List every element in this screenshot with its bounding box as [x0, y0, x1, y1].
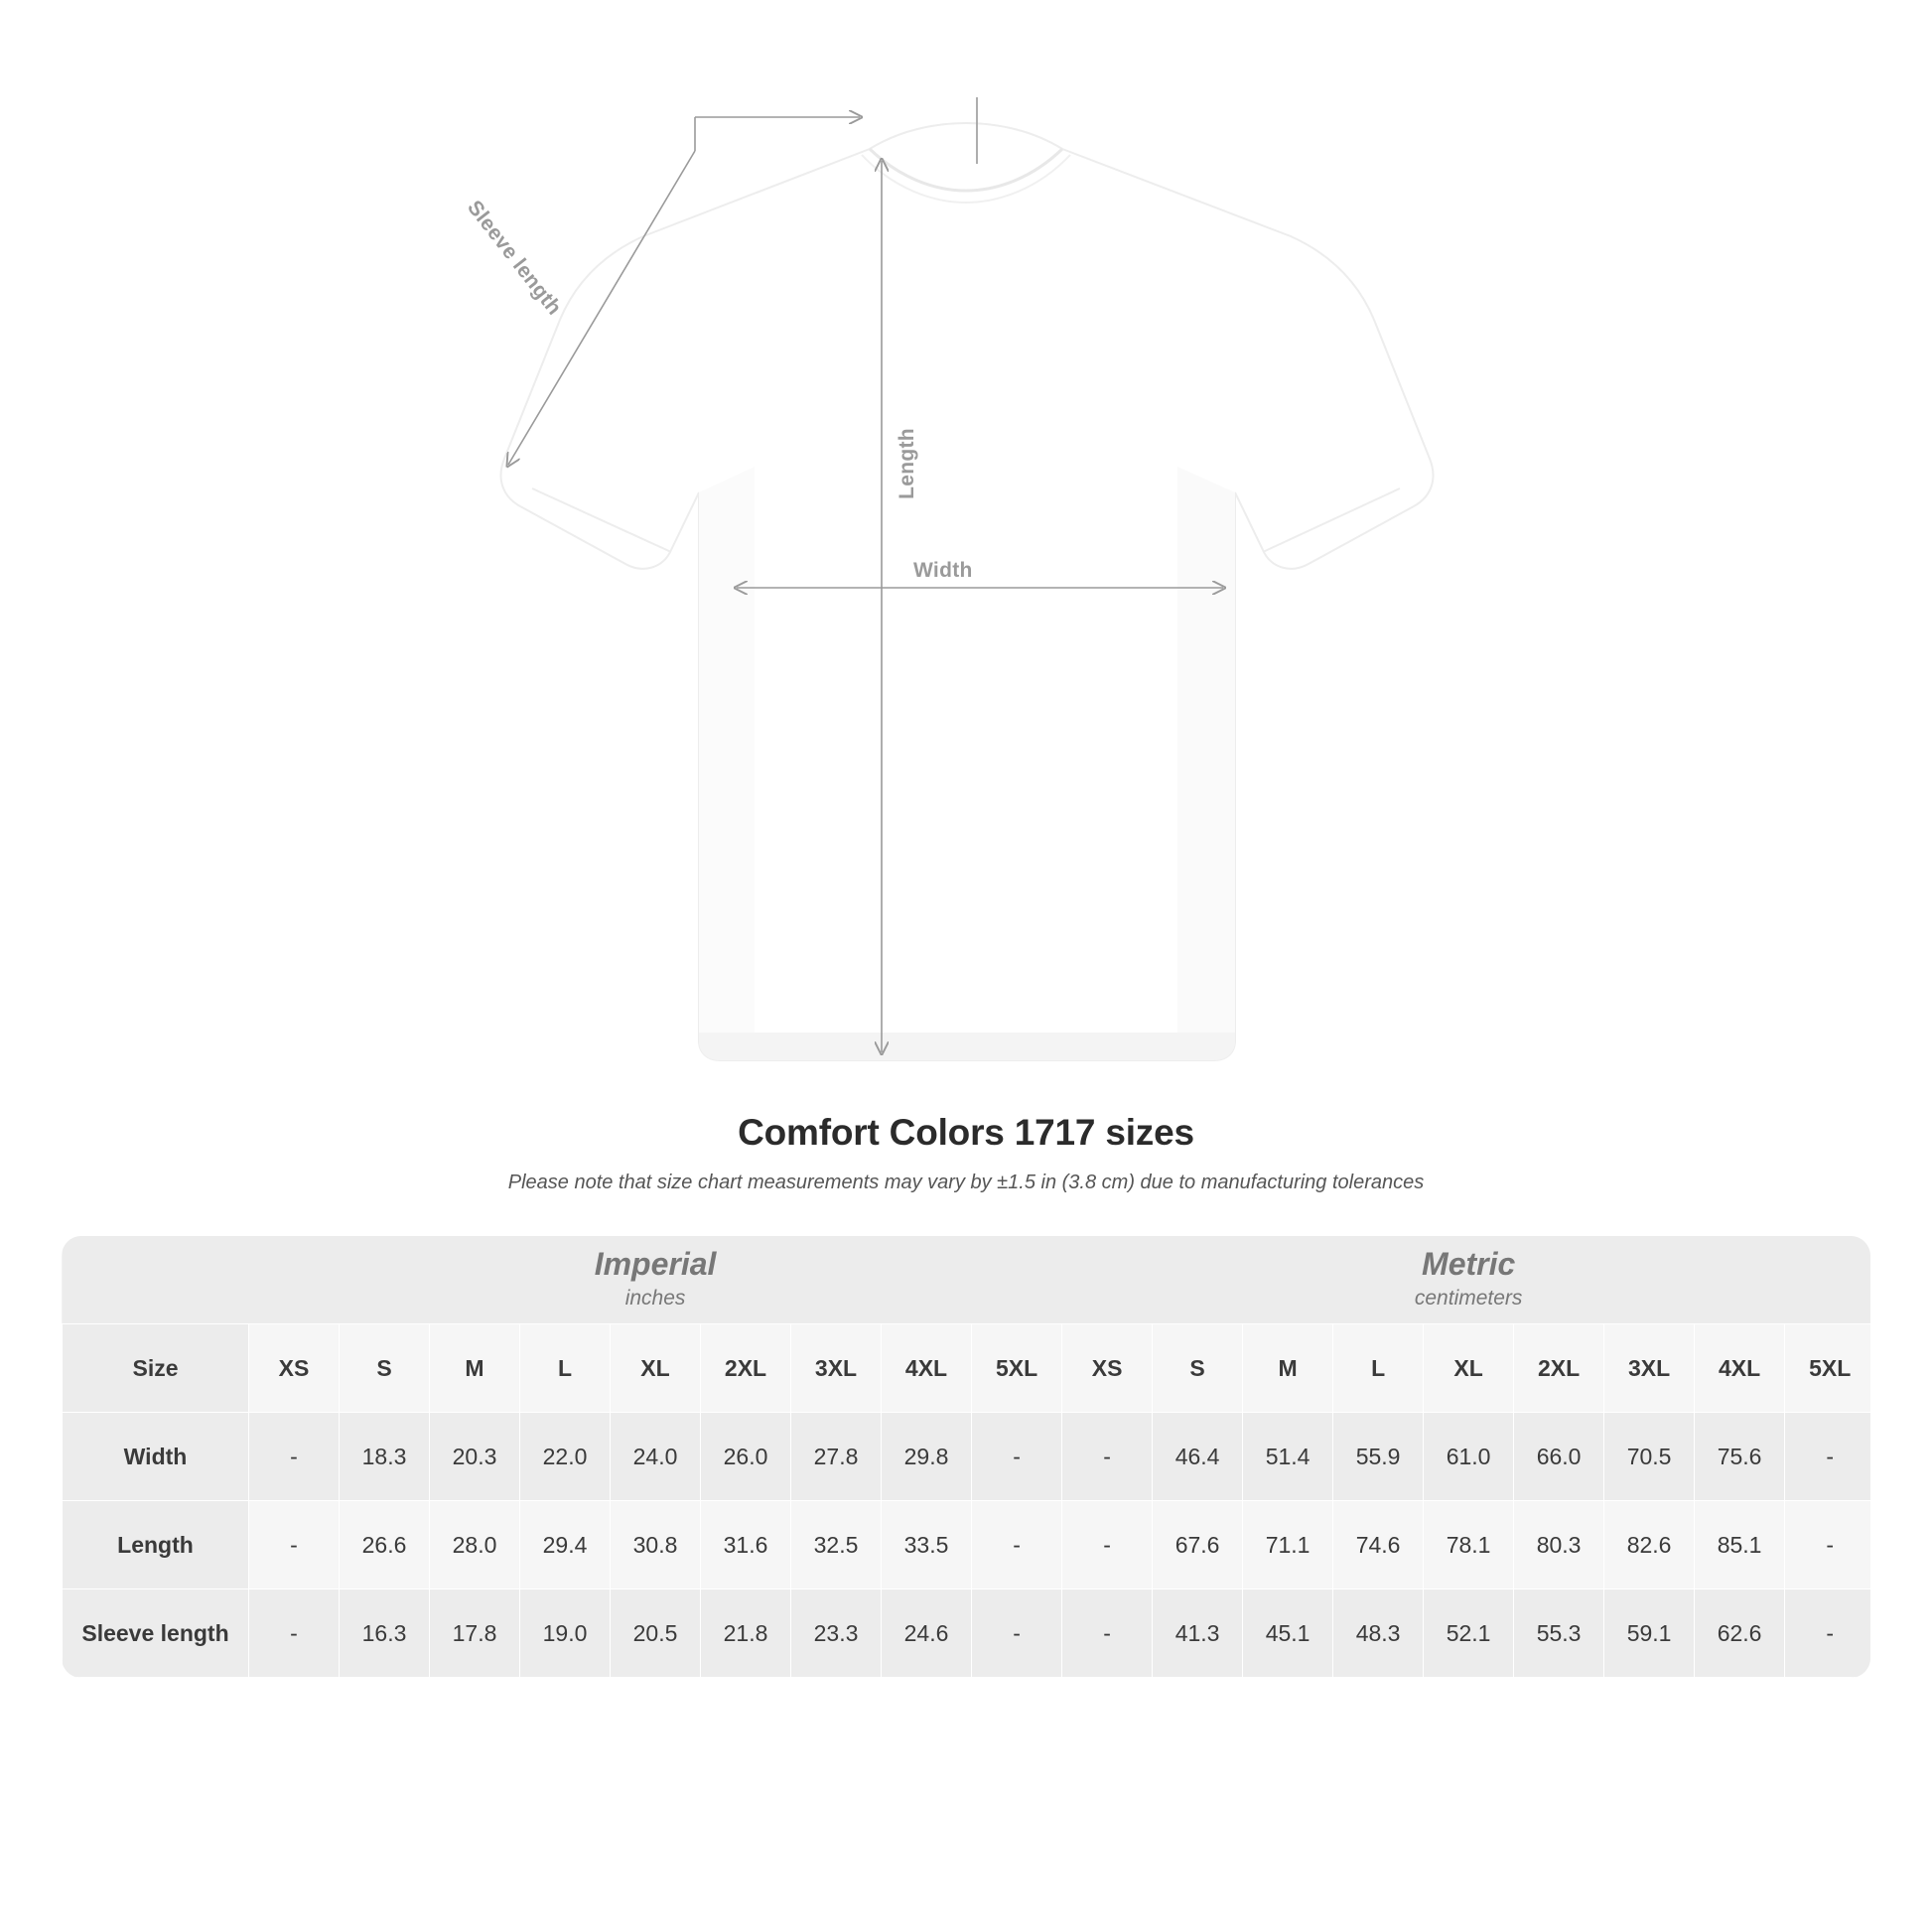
- cell-length-imperial-xs: -: [249, 1501, 340, 1589]
- cell-width-metric-l: 55.9: [1333, 1413, 1424, 1501]
- cell-sleeve-metric-4xl: 62.6: [1695, 1589, 1785, 1678]
- cell-width-metric-xl: 61.0: [1424, 1413, 1514, 1501]
- cell-sleeve-metric-xs: -: [1062, 1589, 1153, 1678]
- cell-sleeve-imperial-s: 16.3: [340, 1589, 430, 1678]
- size-header-imperial-5xl: 5XL: [972, 1324, 1062, 1413]
- cell-length-imperial-3xl: 32.5: [791, 1501, 882, 1589]
- length-label: Length: [895, 428, 918, 499]
- cell-length-imperial-l: 29.4: [520, 1501, 611, 1589]
- cell-width-imperial-2xl: 26.0: [701, 1413, 791, 1501]
- size-header-metric-5xl: 5XL: [1785, 1324, 1870, 1413]
- size-table-container: [62, 1236, 1870, 1678]
- cell-length-imperial-m: 28.0: [430, 1501, 520, 1589]
- tolerance-note: Please note that size chart measurements may vary by ±1.5 in (3.8 cm) due to manufacturing tolerances: [507, 1172, 1425, 1193]
- cell-sleeve-metric-2xl: 55.3: [1514, 1589, 1604, 1678]
- cell-length-imperial-s: 26.6: [340, 1501, 430, 1589]
- size-header-imperial-xl: XL: [611, 1324, 701, 1413]
- cell-length-imperial-xl: 30.8: [611, 1501, 701, 1589]
- cell-sleeve-imperial-5xl: -: [972, 1589, 1062, 1678]
- size-header-label: Size: [63, 1324, 249, 1413]
- width-label: Width: [913, 559, 973, 582]
- cell-width-imperial-l: 22.0: [520, 1413, 611, 1501]
- cell-length-metric-2xl: 80.3: [1514, 1501, 1604, 1589]
- cell-length-metric-l: 74.6: [1333, 1501, 1424, 1589]
- table-row: [63, 1589, 1871, 1678]
- unit-title-metric: Metric: [1422, 1245, 1516, 1282]
- cell-sleeve-imperial-xl: 20.5: [611, 1589, 701, 1678]
- page-title: Comfort Colors 1717 sizes: [738, 1112, 1194, 1153]
- cell-length-metric-xl: 78.1: [1424, 1501, 1514, 1589]
- cell-sleeve-imperial-l: 19.0: [520, 1589, 611, 1678]
- cell-length-metric-4xl: 85.1: [1695, 1501, 1785, 1589]
- size-header-metric-4xl: 4XL: [1695, 1324, 1785, 1413]
- size-header-imperial-l: L: [520, 1324, 611, 1413]
- cell-length-metric-xs: -: [1062, 1501, 1153, 1589]
- cell-width-metric-3xl: 70.5: [1604, 1413, 1695, 1501]
- size-header-imperial-s: S: [340, 1324, 430, 1413]
- cell-width-imperial-xs: -: [249, 1413, 340, 1501]
- cell-width-metric-5xl: -: [1785, 1413, 1870, 1501]
- size-header-metric-2xl: 2XL: [1514, 1324, 1604, 1413]
- cell-width-metric-xs: -: [1062, 1413, 1153, 1501]
- cell-width-metric-4xl: 75.6: [1695, 1413, 1785, 1501]
- row-label-sleeve-length: Sleeve length: [63, 1589, 249, 1678]
- size-header-metric-xl: XL: [1424, 1324, 1514, 1413]
- cell-sleeve-metric-3xl: 59.1: [1604, 1589, 1695, 1678]
- cell-width-imperial-xl: 24.0: [611, 1413, 701, 1501]
- cell-width-imperial-m: 20.3: [430, 1413, 520, 1501]
- cell-length-metric-s: 67.6: [1153, 1501, 1243, 1589]
- cell-width-metric-m: 51.4: [1243, 1413, 1333, 1501]
- size-header-metric-xs: XS: [1062, 1324, 1153, 1413]
- row-label-width: Width: [63, 1413, 249, 1501]
- cell-length-metric-5xl: -: [1785, 1501, 1870, 1589]
- cell-length-imperial-5xl: -: [972, 1501, 1062, 1589]
- cell-sleeve-metric-xl: 52.1: [1424, 1589, 1514, 1678]
- cell-sleeve-imperial-xs: -: [249, 1589, 340, 1678]
- tshirt-shape: [501, 123, 1434, 1060]
- cell-width-metric-s: 46.4: [1153, 1413, 1243, 1501]
- cell-sleeve-metric-l: 48.3: [1333, 1589, 1424, 1678]
- cell-sleeve-metric-s: 41.3: [1153, 1589, 1243, 1678]
- size-header-row: [63, 1324, 1871, 1413]
- cell-length-metric-3xl: 82.6: [1604, 1501, 1695, 1589]
- cell-length-imperial-2xl: 31.6: [701, 1501, 791, 1589]
- size-header-metric-l: L: [1333, 1324, 1424, 1413]
- unit-title-imperial: Imperial: [594, 1245, 717, 1282]
- size-header-metric-s: S: [1153, 1324, 1243, 1413]
- unit-subtitle-metric: centimeters: [1414, 1286, 1523, 1310]
- cell-length-metric-m: 71.1: [1243, 1501, 1333, 1589]
- cell-sleeve-imperial-3xl: 23.3: [791, 1589, 882, 1678]
- unit-subtitle-imperial: inches: [624, 1286, 686, 1310]
- size-header-metric-3xl: 3XL: [1604, 1324, 1695, 1413]
- table-row: [63, 1413, 1871, 1501]
- cell-width-imperial-4xl: 29.8: [882, 1413, 972, 1501]
- cell-width-imperial-5xl: -: [972, 1413, 1062, 1501]
- cell-sleeve-imperial-m: 17.8: [430, 1589, 520, 1678]
- cell-sleeve-imperial-2xl: 21.8: [701, 1589, 791, 1678]
- cell-sleeve-metric-m: 45.1: [1243, 1589, 1333, 1678]
- table-row: [63, 1501, 1871, 1589]
- cell-length-imperial-4xl: 33.5: [882, 1501, 972, 1589]
- cell-sleeve-metric-5xl: -: [1785, 1589, 1870, 1678]
- cell-sleeve-imperial-4xl: 24.6: [882, 1589, 972, 1678]
- row-label-length: Length: [63, 1501, 249, 1589]
- unit-header-imperial: [249, 1236, 1062, 1324]
- size-header-imperial-xs: XS: [249, 1324, 340, 1413]
- cell-width-imperial-s: 18.3: [340, 1413, 430, 1501]
- unit-header-spacer: [63, 1236, 249, 1324]
- size-header-imperial-2xl: 2XL: [701, 1324, 791, 1413]
- size-header-metric-m: M: [1243, 1324, 1333, 1413]
- unit-header-metric: [1062, 1236, 1870, 1324]
- unit-header-row: [63, 1236, 1871, 1324]
- size-header-imperial-3xl: 3XL: [791, 1324, 882, 1413]
- cell-width-metric-2xl: 66.0: [1514, 1413, 1604, 1501]
- size-table: [62, 1236, 1870, 1678]
- size-header-imperial-4xl: 4XL: [882, 1324, 972, 1413]
- sleeve-length-label: Sleeve length: [463, 196, 566, 320]
- cell-width-imperial-3xl: 27.8: [791, 1413, 882, 1501]
- size-header-imperial-m: M: [430, 1324, 520, 1413]
